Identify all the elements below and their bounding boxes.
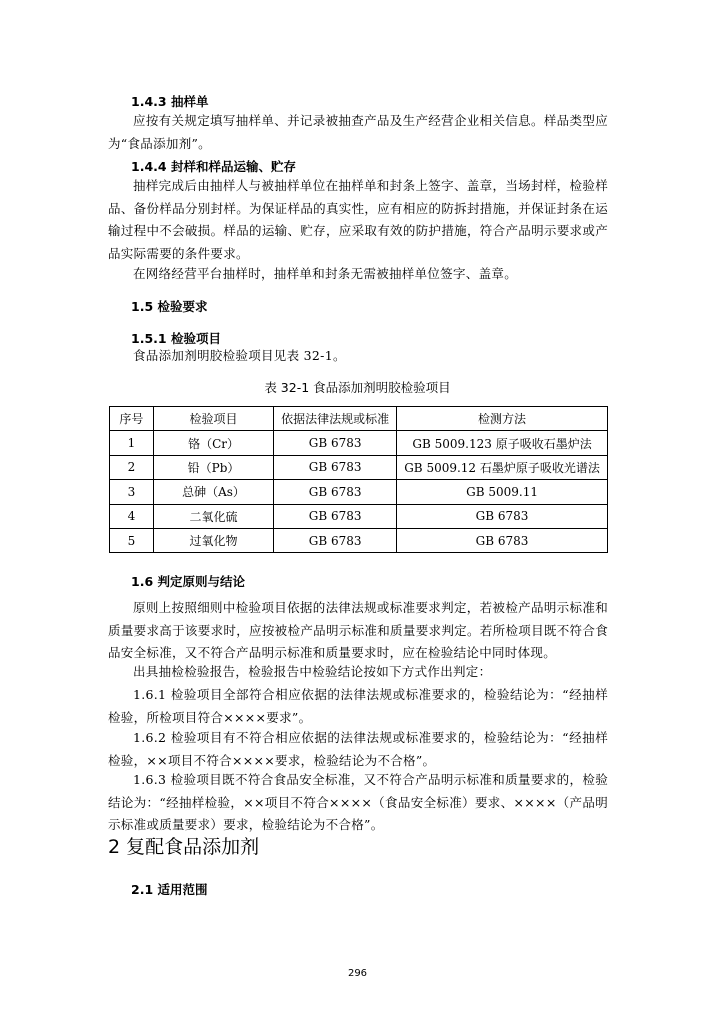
paragraph-online-sampling: 在网络经营平台抽样时，抽样单和封条无需被抽样单位签字、盖章。 [133, 266, 518, 281]
cell-no: 3 [110, 480, 154, 504]
cell-item: 铬（Cr） [153, 431, 273, 455]
table-row [110, 431, 608, 455]
cell-standard: GB 6783 [274, 504, 397, 528]
cell-method: GB 5009.12 石墨炉原子吸收光谱法 [397, 455, 608, 479]
cell-item: 二氧化硫 [153, 504, 273, 528]
page-number: 296 [347, 968, 368, 979]
col-header-method: 检测方法 [397, 407, 608, 431]
table-row [110, 455, 608, 479]
test-items-table [109, 406, 608, 553]
cell-item: 总砷（As） [153, 480, 273, 504]
cell-no: 2 [110, 455, 154, 479]
cell-standard: GB 6783 [274, 480, 397, 504]
paragraph-1-6-1: 1.6.1 检验项目全部符合相应依据的法律法规或标准要求的，检验结论为：“经抽样检验，所检项目符合××××要求”。 [108, 687, 608, 725]
section-heading-1-5: 1.5 检验要求 [131, 299, 208, 314]
cell-method: GB 6783 [397, 504, 608, 528]
section-heading-1-4-3: 1.4.3 抽样单 [131, 94, 209, 109]
paragraph-1-6-2: 1.6.2 检验项目有不符合相应依据的法律法规或标准要求的，检验结论为：“经抽样检验，××项目不符合××××要求，检验结论为不合格”。 [108, 730, 608, 768]
cell-method: GB 6783 [397, 528, 608, 552]
table-header-row [110, 407, 608, 431]
col-header-no: 序号 [110, 407, 154, 431]
cell-standard: GB 6783 [274, 455, 397, 479]
cell-item: 过氧化物 [153, 528, 273, 552]
chapter-title: 2 复配食品添加剂 [108, 836, 260, 858]
section-heading-1-4-4: 1.4.4 封样和样品运输、贮存 [131, 159, 296, 174]
cell-method: GB 5009.11 [397, 480, 608, 504]
section-heading-1-5-1: 1.5.1 检验项目 [131, 331, 221, 346]
paragraph-1-6-3: 1.6.3 检验项目既不符合食品安全标准，又不符合产品明示标准和质量要求的，检验结论为：“经抽样检验，××项目不符合××××（食品安全标准）要求、××××（产品明示标准或质量要求）要求，检验结论为不合格”。 [108, 772, 608, 833]
cell-no: 4 [110, 504, 154, 528]
cell-method: GB 5009.123 原子吸收石墨炉法 [397, 431, 608, 455]
section-heading-1-6: 1.6 判定原则与结论 [131, 574, 245, 589]
col-header-item: 检验项目 [153, 407, 273, 431]
table-row [110, 528, 608, 552]
cell-standard: GB 6783 [274, 431, 397, 455]
paragraph-sealing-transport: 抽样完成后由抽样人与被抽样单位在抽样单和封条上签字、盖章，当场封样，检验样品、备份样品分别封样。为保证样品的真实性，应有相应的防拆封措施，并保证封条在运输过程中不会破损。样品的运输、贮存，应采取有效的防护措施，符合产品明示要求或产品实际需要的条件要求。 [108, 178, 608, 261]
paragraph-judgement-principle: 原则上按照细则中检验项目依据的法律法规或标准要求判定，若被检产品明示标准和质量要求高于该要求时，应按被检产品明示标准和质量要求判定。若所检项目既不符合食品安全标准，又不符合产品明示标准和质量要求时，应在检验结论中同时体现。 [108, 600, 608, 661]
cell-no: 1 [110, 431, 154, 455]
paragraph-sampling-form: 应按有关规定填写抽样单、并记录被抽查产品及生产经营企业相关信息。样品类型应为“食品添加剂”。 [108, 113, 608, 151]
table-caption: 表 32-1 食品添加剂明胶检验项目 [264, 380, 451, 395]
cell-item: 铅（Pb） [153, 455, 273, 479]
cell-no: 5 [110, 528, 154, 552]
cell-standard: GB 6783 [274, 528, 397, 552]
section-heading-2-1: 2.1 适用范围 [131, 882, 208, 897]
col-header-standard: 依据法律法规或标准 [274, 407, 397, 431]
table-row [110, 480, 608, 504]
table-row [110, 504, 608, 528]
paragraph-report-conclusion: 出具抽检检验报告，检验报告中检验结论按如下方式作出判定： [133, 664, 492, 679]
paragraph-test-items: 食品添加剂明胶检验项目见表 32-1。 [133, 348, 346, 363]
